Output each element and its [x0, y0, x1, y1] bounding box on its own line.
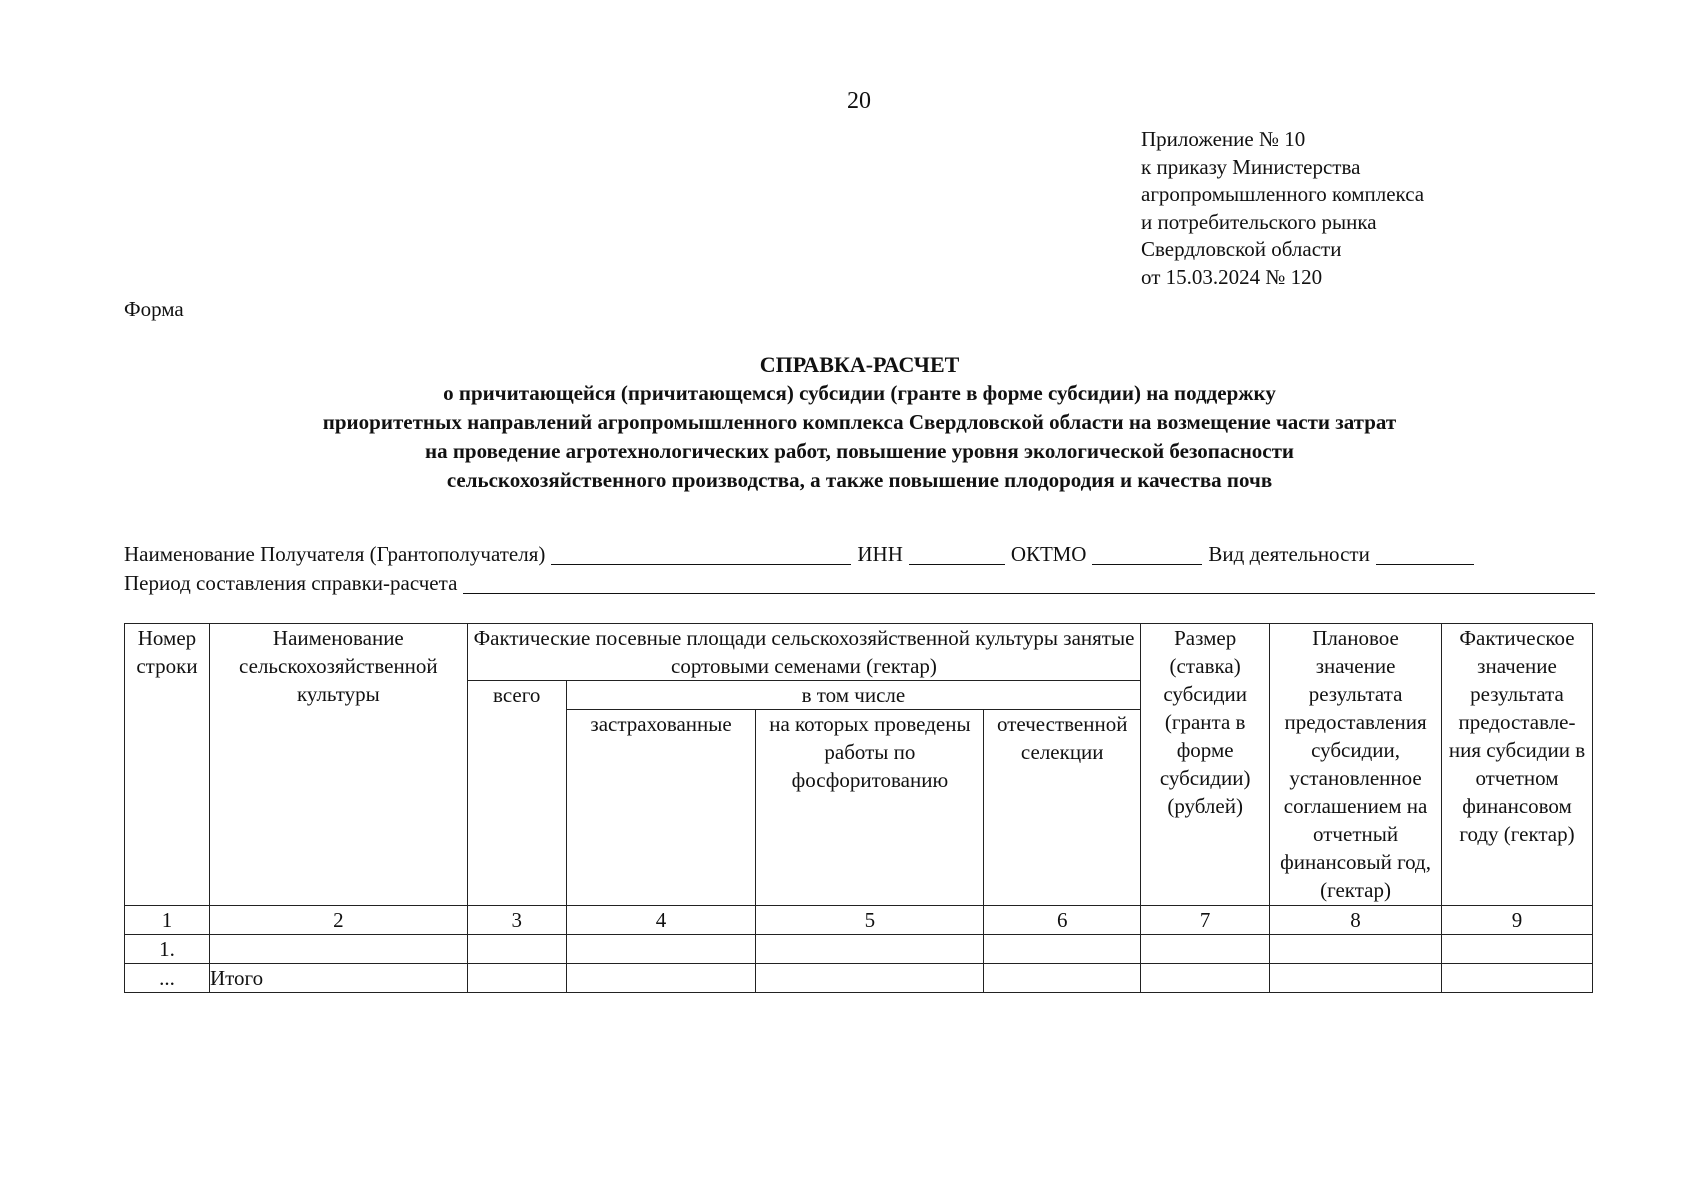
header-including: в том числе: [566, 681, 1141, 710]
column-number: 9: [1442, 906, 1593, 935]
form-label: Форма: [124, 297, 184, 321]
header-insured: застрахованные: [566, 710, 756, 906]
recipient-name-field[interactable]: [551, 544, 851, 565]
oktmo-label: ОКТМО: [1010, 542, 1087, 566]
header-planned: Плановое значение результата предоставления субсидии, установленное соглашением на отчетный финансовый год, (гектар): [1270, 624, 1442, 906]
header-row-number: Номер строки: [125, 624, 210, 906]
planned-cell[interactable]: [1270, 935, 1442, 964]
inn-label: ИНН: [857, 542, 903, 566]
table-row: [125, 935, 1593, 964]
appendix-line: Приложение № 10: [1141, 127, 1306, 151]
column-number: 6: [984, 906, 1141, 935]
period-field[interactable]: [463, 573, 1595, 594]
appendix-line: от 15.03.2024 № 120: [1141, 264, 1323, 289]
column-number: 2: [209, 906, 467, 935]
period-label: Период составления справки-расчета: [124, 571, 458, 595]
planned-cell[interactable]: [1270, 964, 1442, 993]
recipient-fields: [124, 540, 1595, 598]
appendix-header: [1141, 126, 1424, 291]
insured-cell[interactable]: [566, 935, 756, 964]
recipient-label: Наименование Получателя (Грантополучателя): [124, 542, 546, 566]
title-main: СПРАВКА-РАСЧЕТ: [759, 352, 960, 377]
row-number-cell: ...: [125, 964, 210, 993]
domestic-cell[interactable]: [984, 964, 1141, 993]
header-crop-name: Наименование сельскохозяйственной культуры: [209, 624, 467, 906]
column-number: 4: [566, 906, 756, 935]
title-line: приоритетных направлений агропромышленного комплекса Свердловской области на возмещение части затрат: [322, 410, 1397, 434]
recipient-row: [124, 540, 1595, 569]
total-cell[interactable]: [467, 935, 566, 964]
column-number: 5: [756, 906, 984, 935]
activity-label: Вид деятельности: [1208, 542, 1370, 566]
phosphorite-cell[interactable]: [756, 935, 984, 964]
row-number-cell: 1.: [125, 935, 210, 964]
crop-name-cell: Итого: [209, 964, 467, 993]
header-actual: Фактическое значение результата предоставле-ния субсидии в отчетном финансовом году (гектар): [1442, 624, 1593, 906]
rate-cell[interactable]: [1141, 935, 1270, 964]
title-line: о причитающейся (причитающемся) субсидии (гранте в форме субсидии) на поддержку: [443, 381, 1276, 405]
oktmo-field[interactable]: [1092, 544, 1202, 565]
period-row: [124, 569, 1595, 598]
header-area-group: Фактические посевные площади сельскохозяйственной культуры занятые сортовыми семенами (гектар): [467, 624, 1140, 681]
column-number: 7: [1141, 906, 1270, 935]
header-domestic: отечественной селекции: [984, 710, 1141, 906]
actual-cell[interactable]: [1442, 935, 1593, 964]
header-rate: Размер (ставка) субсидии (гранта в форме субсидии) (рублей): [1141, 624, 1270, 906]
header-total: всего: [467, 681, 566, 906]
appendix-line: агропромышленного комплекса: [1141, 182, 1425, 206]
column-number: 1: [125, 906, 210, 935]
title-line: на проведение агротехнологических работ, повышение уровня экологической безопасности: [424, 439, 1295, 463]
column-number-row: [125, 906, 1593, 935]
inn-field[interactable]: [909, 544, 1005, 565]
page-number: 20: [847, 88, 871, 114]
calculation-table: [124, 623, 1593, 993]
table-row-total: [125, 964, 1593, 993]
title-line: сельскохозяйственного производства, а также повышение плодородия и качества почв: [446, 468, 1273, 492]
appendix-line: Свердловской области: [1141, 237, 1342, 261]
phosphorite-cell[interactable]: [756, 964, 984, 993]
column-number: 3: [467, 906, 566, 935]
activity-field[interactable]: [1376, 544, 1474, 565]
appendix-line: и потребительского рынка: [1141, 209, 1377, 234]
total-cell[interactable]: [467, 964, 566, 993]
appendix-line: к приказу Министерства: [1141, 154, 1361, 179]
insured-cell[interactable]: [566, 964, 756, 993]
document-title: [120, 350, 1599, 495]
header-phosphorite: на которых проведены работы по фосфоритованию: [756, 710, 984, 906]
domestic-cell[interactable]: [984, 935, 1141, 964]
actual-cell[interactable]: [1442, 964, 1593, 993]
rate-cell[interactable]: [1141, 964, 1270, 993]
column-number: 8: [1270, 906, 1442, 935]
crop-name-cell[interactable]: [209, 935, 467, 964]
